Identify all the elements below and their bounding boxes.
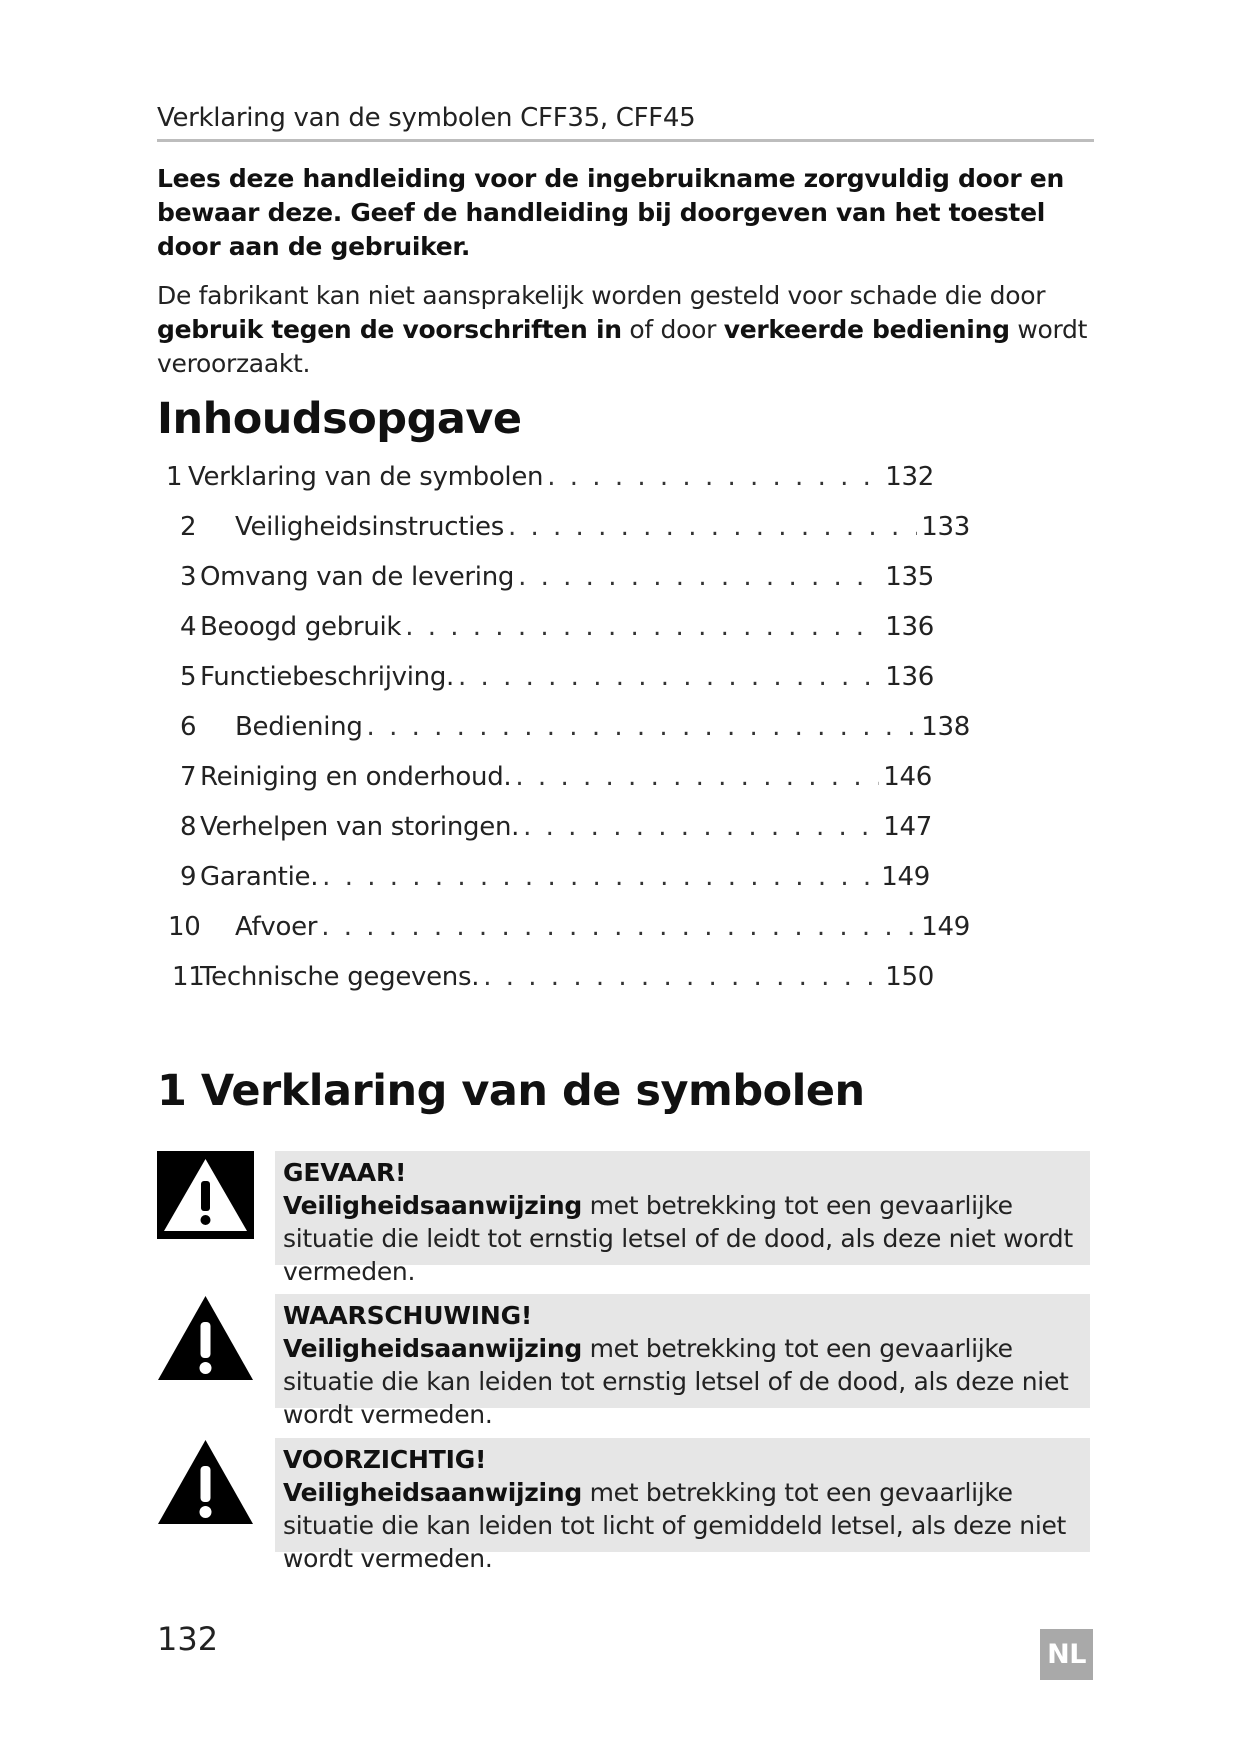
danger-title: GEVAAR! — [283, 1158, 407, 1187]
caution-icon — [157, 1438, 254, 1526]
toc-entry[interactable] — [172, 962, 934, 1002]
toc-entry-page: 147 — [883, 812, 932, 842]
toc-entry-page: 149 — [921, 912, 970, 942]
liability-text-3: wordt veroorzaakt. — [157, 315, 1088, 378]
toc-entry-page: 149 — [881, 862, 930, 892]
toc-entry-number: 9 — [180, 862, 197, 892]
toc-entry-page: 146 — [883, 762, 932, 792]
read-manual-notice: Lees deze handleiding voor de ingebruikname zorgvuldig door en bewaar deze. Geef de handleiding bij doorgeven van het toestel door aan de gebruiker. — [157, 164, 1064, 261]
toc-entry[interactable] — [180, 762, 932, 802]
toc-entry-page: 138 — [921, 712, 970, 742]
toc-leader — [547, 462, 881, 492]
toc-leader — [458, 662, 881, 692]
page-number: 132 — [157, 1620, 219, 1658]
toc-leader — [508, 512, 917, 542]
liability-disclaimer — [157, 279, 1097, 381]
warning-notice — [157, 1294, 1094, 1429]
toc-entry-title: Reiniging en onderhoud. — [200, 762, 512, 792]
toc-leader — [523, 812, 879, 842]
toc-entry-page: 133 — [921, 512, 970, 542]
toc-entry-page: 150 — [885, 962, 934, 992]
toc-entry-title: Verklaring van de symbolen — [188, 462, 544, 492]
section-heading: 1 Verklaring van de symbolen — [157, 1066, 865, 1116]
toc-entry[interactable] — [180, 712, 970, 752]
caution-notice — [157, 1438, 1094, 1573]
safety-instruction-label: Veiligheidsaanwijzing — [283, 1334, 582, 1363]
danger-notice-box — [275, 1151, 1090, 1286]
language-badge: NL — [1040, 1629, 1093, 1680]
toc-entry-page: 135 — [885, 562, 934, 592]
toc-entry[interactable] — [180, 612, 934, 652]
toc-entry-number: 7 — [180, 762, 197, 792]
toc-entry-title: Technische gegevens. — [200, 962, 480, 992]
danger-description — [283, 1189, 1082, 1288]
toc-entry-title: Veiligheidsinstructies — [235, 512, 504, 542]
warning-text: met betrekking tot een gevaarlijke situatie die kan leiden tot ernstig letsel of de dood, als deze niet wordt vermeden. — [283, 1334, 1069, 1429]
header-divider — [157, 139, 1094, 142]
caution-title: VOORZICHTIG! — [283, 1445, 487, 1474]
toc-entry-title: Afvoer — [235, 912, 318, 942]
toc-entry-number: 5 — [180, 662, 197, 692]
danger-icon — [157, 1151, 254, 1239]
toc-entry-page: 136 — [885, 612, 934, 642]
toc-entry-title: Beoogd gebruik — [200, 612, 402, 642]
warning-title: WAARSCHUWING! — [283, 1301, 533, 1330]
toc-entry-number: 8 — [180, 812, 197, 842]
safety-instruction-label: Veiligheidsaanwijzing — [283, 1478, 582, 1507]
toc-entry-title: Omvang van de levering — [200, 562, 515, 592]
warning-icon — [157, 1294, 254, 1382]
liability-text-1: De fabrikant kan niet aansprakelijk worden gesteld voor schade die door — [157, 281, 1046, 310]
liability-bold-2: verkeerde bediening — [723, 315, 1010, 344]
toc-entry-number: 10 — [168, 912, 201, 942]
toc-entry-number: 3 — [180, 562, 197, 592]
toc-entry-title: Functiebeschrijving. — [200, 662, 455, 692]
toc-leader — [483, 962, 881, 992]
toc-leader — [321, 912, 917, 942]
danger-text: met betrekking tot een gevaarlijke situatie die leidt tot ernstig letsel of de dood, als deze niet wordt vermeden. — [283, 1191, 1073, 1286]
toc-entry-page: 136 — [885, 662, 934, 692]
toc-entry[interactable] — [180, 812, 932, 852]
safety-instruction-label: Veiligheidsaanwijzing — [283, 1191, 582, 1220]
running-header: Verklaring van de symbolen CFF35, CFF45 — [157, 103, 696, 133]
toc-leader — [515, 762, 879, 792]
toc-leader — [405, 612, 881, 642]
caution-notice-box — [275, 1438, 1090, 1573]
warning-description — [283, 1332, 1082, 1431]
caution-text: met betrekking tot een gevaarlijke situatie die kan leiden tot licht of gemiddeld letsel, als deze niet wordt vermeden. — [283, 1478, 1067, 1573]
toc-entry-number: 11 — [172, 962, 205, 992]
toc-entry-title: Garantie. — [200, 862, 319, 892]
toc-entry[interactable] — [168, 912, 970, 952]
toc-entry[interactable] — [180, 862, 930, 902]
toc-entry[interactable] — [180, 562, 934, 602]
liability-bold-1: gebruik tegen de voorschriften in — [157, 315, 622, 344]
danger-notice — [157, 1151, 1094, 1286]
toc-leader — [322, 862, 877, 892]
caution-description — [283, 1476, 1082, 1575]
toc-entry-number: 2 — [180, 512, 197, 542]
toc-entry-number: 1 — [166, 462, 183, 492]
warning-notice-box — [275, 1294, 1090, 1429]
liability-text-2: of door — [621, 315, 724, 344]
toc-heading: Inhoudsopgave — [157, 394, 522, 444]
toc-entry-title: Verhelpen van storingen. — [200, 812, 520, 842]
toc-leader — [367, 712, 918, 742]
toc-entry-page: 132 — [885, 462, 934, 492]
toc-entry-title: Bediening — [235, 712, 363, 742]
toc-entry-number: 4 — [180, 612, 197, 642]
toc-entry[interactable] — [166, 462, 934, 502]
toc-entry-number: 6 — [180, 712, 197, 742]
toc-entry[interactable] — [180, 512, 970, 552]
toc-entry[interactable] — [180, 662, 934, 702]
toc-leader — [518, 562, 881, 592]
